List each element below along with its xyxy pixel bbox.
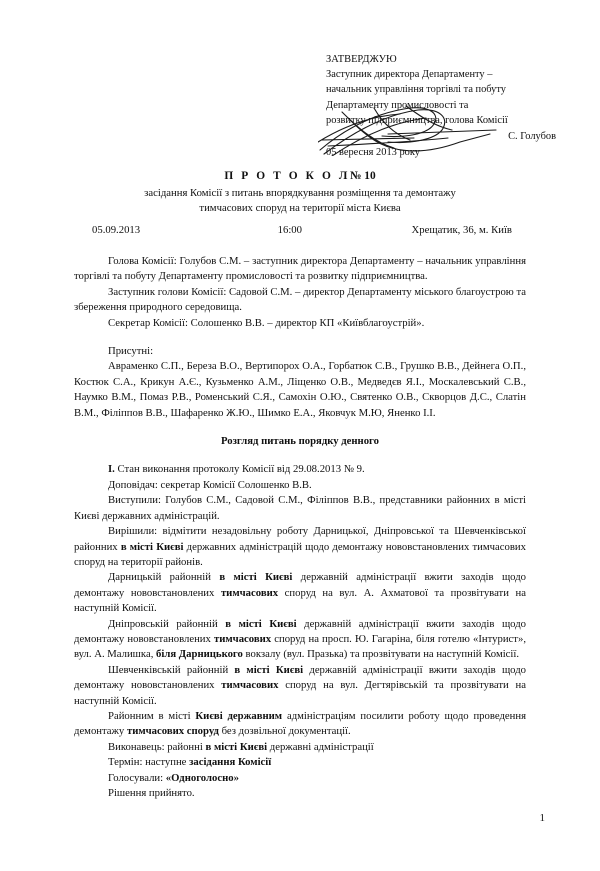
spacer (74, 449, 526, 462)
agenda-item-1-text: Стан виконання протоколу Комісії від 29.08.2013 № 9. (114, 463, 365, 476)
spacer (74, 421, 526, 434)
page-title-text: П Р О Т О К О Л (224, 170, 350, 182)
officer-deputy-chair: Заступник голови Комісії: Садовой С.М. – директор Департаменту міського благоустрою та збереження природного середовища. (74, 285, 526, 314)
darnytsky-part-c: державній адміністрації вжити заходів щодо демонтажу нововстановлених (74, 571, 526, 599)
term-line (74, 755, 526, 770)
approval-line-2: начальник управління торгівлі та побуту (326, 84, 506, 96)
attendees-list: Авраменко С.П., Береза В.О., Вертипорох О.А., Горбатюк С.В., Грушко В.В., Дейнега О.П., Костюк С.А., Крикун А.Є., Кузьменко А.М., Ліщенко О.В., Медведєв Я.І., Москалевський С.В., Наумко В.М., Помаз Р.В., Роменський С.Я., Самохін О.Ю., Святенко О.В., Скворцов Д.С., Слатін В.М., Філіппов В.В., Шафаренко Ж.Ю., Шимко Е.А., Яковчук М.Ю, Яненко І.І. (74, 360, 526, 419)
agenda-item-1-decision (74, 524, 526, 570)
dniprovsky-part-f: біля Дарницького (156, 648, 243, 661)
dniprovsky-part-a: Дніпровській районній (108, 617, 226, 630)
all-districts-part-a: Районним в місті (108, 709, 196, 722)
vote-line (74, 771, 526, 786)
vote-part-a: Голосували: (108, 771, 166, 784)
decision-part-a: Вирішили: відмітити незадовільну роботу Дарницької, Дніпровської та Шевченківської районних (74, 525, 526, 553)
page-subtitle (70, 186, 530, 216)
shevchenkivsky-part-d: тимчасових (221, 679, 279, 692)
darnytsky-part-e: споруд на вул. А. Ахматової та прозвітувати на наступній Комісії. (74, 586, 526, 615)
darnytsky-part-a: Дарницькій районній (108, 571, 220, 584)
approval-line-1: Заступник директора Департаменту – (326, 69, 493, 81)
dniprovsky-part-g: вокзалу (вул. Празька) та прозвітувати на наступній Комісії. (242, 648, 520, 661)
result-line: Рішення прийнято. (108, 787, 195, 799)
agenda-item-1-speakers: Виступили: Голубов С.М., Садовой С.М., Філіппов В.В., представники районних в місті Києві державних адміністрацій. (74, 494, 526, 522)
decision-part-c: державних адміністрацій щодо демонтажу нововстановлених тимчасових споруд на території районів. (74, 540, 526, 568)
document-body (74, 254, 526, 801)
page-number: 1 (539, 812, 545, 824)
meeting-meta (92, 224, 512, 236)
agenda-item-1-reporter: Доповідач: секретар Комісії Солошенко В.В. (108, 478, 312, 491)
attendees-label: Присутні: (108, 345, 154, 358)
approval-block (326, 52, 588, 160)
paragraph-all-districts (74, 709, 526, 740)
shevchenkivsky-part-e: споруд на вул. Дегтярівській та прозвітувати на наступній Комісії. (74, 679, 527, 707)
dniprovsky-part-c: державній адміністрації вжити заходів щодо демонтажу нововстановлених (74, 617, 526, 645)
executor-line (74, 740, 526, 755)
page-subtitle-line-1: засідання Комісії з питань впорядкування розміщення та демонтажу (144, 187, 456, 199)
agenda-item-1-number: I. (108, 463, 115, 476)
paragraph-shevchenkivsky (74, 663, 526, 709)
term-part-b: засідання Комісії (189, 756, 272, 769)
paragraph-darnytsky (74, 570, 526, 616)
shevchenkivsky-part-c: державній адміністрації вжити заходів щодо демонтажу нововстановлених (74, 663, 526, 692)
darnytsky-part-d: тимчасових (220, 586, 279, 599)
dniprovsky-part-d: тимчасових (213, 632, 272, 645)
approval-title: ЗАТВЕРДЖУЮ (326, 54, 397, 65)
agenda-heading: Розгляд питань порядку денного (221, 435, 379, 448)
all-districts-part-b: Києві державним (195, 709, 283, 722)
spacer (74, 331, 526, 344)
all-districts-part-d: тимчасових споруд (126, 725, 219, 738)
page-title (40, 170, 560, 182)
page-subtitle-line-2: тимчасових споруд на території міста Києва (199, 202, 401, 214)
shevchenkivsky-part-b: в місті Києві (234, 663, 304, 676)
paragraph-dniprovsky (74, 617, 526, 663)
decision-part-b: в місті Києві (120, 540, 184, 553)
all-districts-part-c: адміністраціям посилити роботу щодо проведення демонтажу (74, 709, 526, 738)
meeting-time: 16:00 (277, 224, 302, 236)
page-title-number: № 10 (350, 170, 376, 182)
approval-signer-name: С. Голубов (508, 131, 556, 143)
approval-signer-row (326, 129, 588, 144)
officer-chair: Голова Комісії: Голубов С.М. – заступник директора Департаменту – начальник управління торгівлі та побуту Департаменту промисловості та розвитку підприємництва. (74, 255, 526, 283)
approval-date: 05 вересня 2013 року (326, 147, 420, 159)
approval-line-4: розвитку підприємництва, голова Комісії (326, 114, 508, 126)
officer-secretary: Секретар Комісії: Солошенко В.В. – директор КП «Київблагоустрій». (108, 316, 425, 329)
meeting-date: 05.09.2013 (92, 224, 141, 236)
darnytsky-part-b: в місті Києві (219, 571, 293, 584)
dniprovsky-part-e: споруд на просп. Ю. Гагаріна, біля готелю «Інтурист», вул. А. Малишка, (74, 632, 526, 661)
meeting-place: Хрещатик, 36, м. Київ (411, 224, 512, 236)
executor-part-a: Виконавець: районні (108, 740, 206, 753)
term-part-a: Термін: наступне (108, 756, 190, 769)
executor-part-c: державні адміністрації (267, 740, 374, 753)
all-districts-part-e: без дозвільної документації. (218, 725, 351, 738)
approval-line-3: Департаменту промисловості та (326, 99, 469, 111)
shevchenkivsky-part-a: Шевченківській районній (108, 663, 235, 676)
dniprovsky-part-b: в місті Києві (225, 617, 297, 630)
vote-part-b: «Одноголосно» (165, 771, 239, 784)
executor-part-b: в місті Києві (205, 740, 268, 753)
agenda-item-1-title (74, 462, 526, 477)
